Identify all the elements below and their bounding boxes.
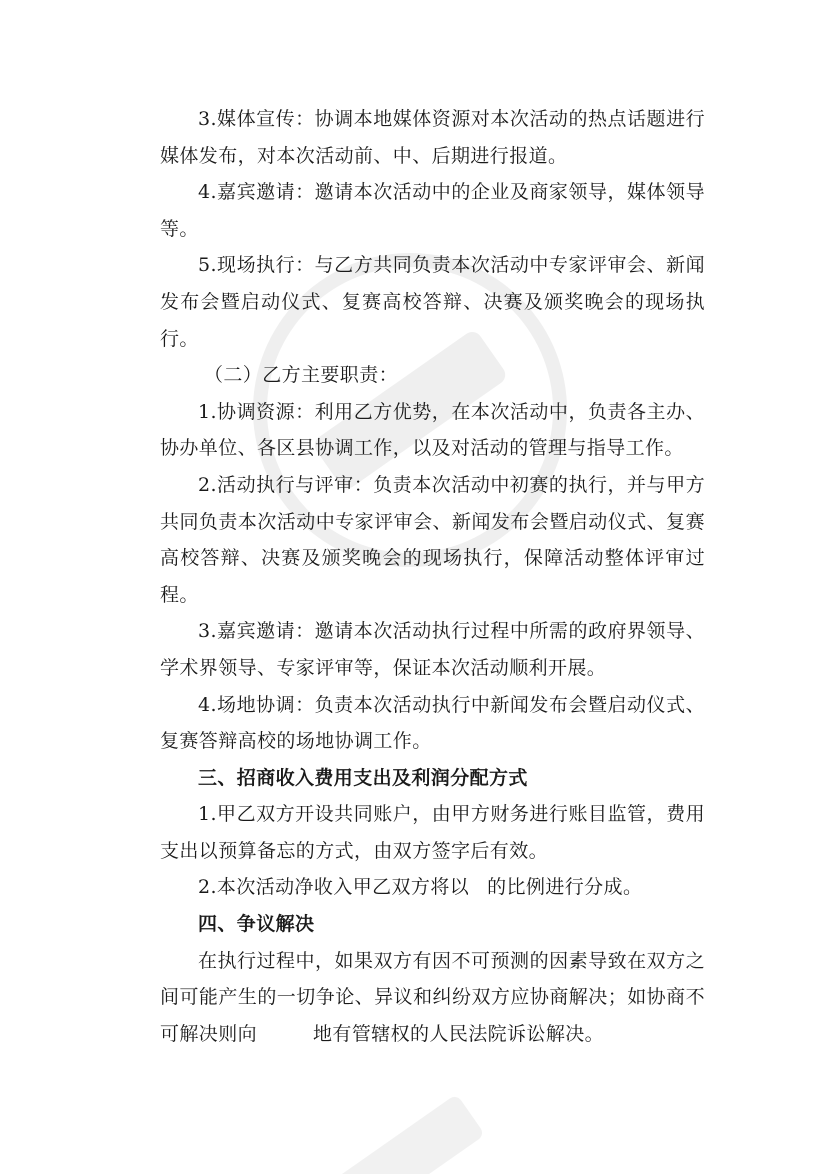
paragraph-media-publicity: 3.媒体宣传：协调本地媒体资源对本次活动的热点话题进行媒体发布，对本次活动前、中、后期进行报道。 (160, 108, 705, 167)
paragraph-guest-invitation-b: 3.嘉宾邀请：邀请本次活动执行过程中所需的政府界领导、学术界领导、专家评审等，保证本次活动顺利开展。 (160, 620, 705, 679)
paragraph-dispute-resolution (160, 943, 705, 1053)
paragraph-activity-execution: 2.活动执行与评审：负责本次活动中初赛的执行，并与甲方共同负责本次活动中专家评审会、新闻发布会暨启动仪式、复赛高校答辩、决赛及颁奖晚会的现场执行，保障活动整体评审过程。 (160, 473, 705, 606)
paragraph-joint-account: 1.甲乙双方开设共同账户，由甲方财务进行账目监管，费用支出以预算备忘的方式，由双方签字后有效。 (160, 803, 705, 862)
paragraph-guest-invitation-a: 4.嘉宾邀请：邀请本次活动中的企业及商家领导，媒体领导等。 (160, 181, 705, 240)
paragraph-coordinate-resources: 1.协调资源：利用乙方优势，在本次活动中，负责各主办、协办单位、各区县协调工作，以及对活动的管理与指导工作。 (160, 400, 705, 460)
watermark-logo-bottom (270, 1080, 530, 1174)
paragraph-venue-coordination: 4.场地协调：负责本次活动执行中新闻发布会暨启动仪式、复赛答辩高校的场地协调工作。 (160, 693, 705, 753)
heading-section-3: 三、招商收入费用支出及利润分配方式 (198, 766, 528, 789)
subheading-party-b-duties: （二）乙方主要职责： (204, 364, 399, 387)
document-body (160, 101, 705, 1052)
heading-section-4: 四、争议解决 (198, 913, 315, 936)
dispute-text-before: 在执行过程中，如果双方有因不可预测的因素导致在双方之间可能产生的一切争论、异议和纠纷双方应协商解决；如协商不可解决则向 (160, 949, 705, 1045)
paragraph-onsite-execution: 5.现场执行：与乙方共同负责本次活动中专家评审会、新闻发布会暨启动仪式、复赛高校答辩、决赛及颁奖晚会的现场执行。 (160, 254, 705, 350)
paragraph-profit-split (160, 869, 705, 906)
dispute-text-after: 地有管辖权的人民法院诉讼解决。 (313, 1022, 605, 1045)
profit-split-text-before: 2.本次活动净收入甲乙双方将以 (198, 876, 470, 899)
profit-split-text-after: 的比例进行分成。 (487, 876, 643, 899)
